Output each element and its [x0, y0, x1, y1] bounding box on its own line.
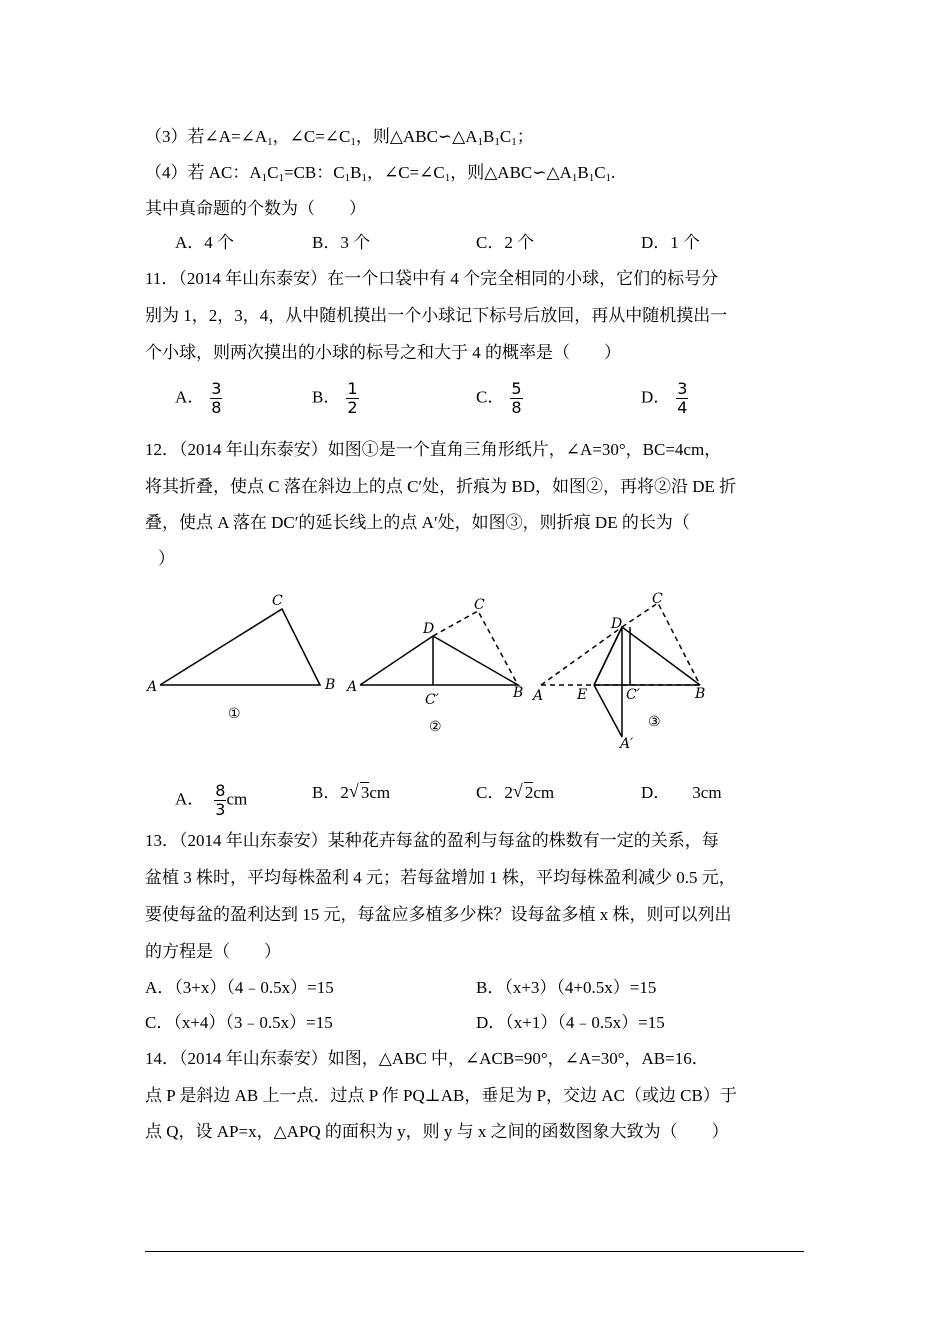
q12-option-b[interactable]: B．2√ 3cm	[312, 782, 390, 804]
fig2-label-a: A	[347, 679, 358, 695]
q10-option-b[interactable]: B．3 个	[312, 233, 371, 252]
q12-line-1: 12．（2014 年山东泰安）如图①是一个直角三角形纸片，∠A=30°，BC=4cm，	[145, 440, 722, 459]
q11-option-a[interactable]: A． $\frac{3}{8}$	[175, 379, 222, 417]
fig2-tag: ②	[429, 719, 442, 735]
footer-divider	[145, 1251, 804, 1252]
q13-option-a[interactable]: A．（3+x）（4﹣0.5x）=15	[145, 978, 334, 997]
fig3-fold-de	[594, 627, 622, 685]
q10-question: 其中真命题的个数为（ ）	[145, 199, 366, 218]
q10-option-c[interactable]: C．2 个	[476, 233, 535, 252]
fig1-label-a: A	[147, 679, 158, 695]
q14-line-2: 点 P 是斜边 AB 上一点．过点 P 作 PQ⊥AB，垂足为 P，交边 AC（或边 CB）于	[145, 1086, 737, 1105]
q12-line-3: 叠，使点 A 落在 DC′的延长线上的点 A′处，如图③，则折痕 DE 的长为（	[145, 513, 690, 532]
q12-line-4: ）	[158, 549, 175, 568]
fig1-label-c: C	[272, 593, 283, 609]
fig3-label-c: C	[652, 591, 663, 607]
q10-option-d[interactable]: D．1 个	[641, 233, 701, 252]
q10-statement-3: （3）若$\angle A=\angle A_1$，$\angle C=\angle C_1$，则$\triangle ABC∽\triangle A_1B_1C_1$；	[145, 127, 534, 148]
q10-statement-4: （4）若 AC：$A_1C_1=CB$：$C_1B_1$，$\angle C=\angle C_1$，则$\triangle ABC∽\triangle A_1B_1C_1$.	[145, 163, 616, 184]
q11-line-3: 个小球，则两次摸出的小球的标号之和大于 4 的概率是（ ）	[145, 343, 621, 362]
q11-line-2: 别为 1，2，3，4，从中随机摸出一个小球记下标号后放回，再从中随机摸出一	[145, 306, 728, 325]
q13-option-d[interactable]: D．（x+1）（4﹣0.5x）=15	[476, 1013, 665, 1032]
fig3-label-e: E	[577, 687, 588, 703]
q12-line-2: 将其折叠，使点 C 落在斜边上的点 C′处，折痕为 BD，如图②，再将②沿 DE 折	[145, 477, 737, 496]
q13-line-4: 的方程是（ ）	[145, 942, 281, 961]
fig3-flap	[594, 627, 622, 737]
fig1-tag: ①	[228, 706, 241, 722]
fig3-label-d: D	[611, 616, 623, 632]
q10-option-a[interactable]: A．4 个	[175, 233, 235, 252]
fig2-label-c: C	[474, 597, 485, 613]
fig2-label-b: B	[513, 685, 524, 701]
fig3-label-a: A	[533, 688, 544, 704]
fig2-label-d: D	[423, 621, 435, 637]
fig3-dashed-aa	[541, 627, 622, 685]
q14-line-1: 14．（2014 年山东泰安）如图，△ABC 中，∠ACB=90°，∠A=30°，AB=16．	[145, 1049, 709, 1068]
q13-line-2: 盆植 3 株时，平均每株盈利 4 元；若每盆增加 1 株，平均每株盈利减少 0.5 元，	[145, 868, 736, 887]
q11-option-d[interactable]: D． $\frac{3}{4}$	[641, 379, 688, 417]
q11-option-c[interactable]: C． $\frac{5}{8}$	[476, 379, 522, 417]
fig2-triangle	[360, 636, 518, 685]
q14-line-3: 点 Q，设 AP=x，△APQ 的面积为 y，则 y 与 x 之间的函数图象大致为（ ）	[145, 1122, 729, 1141]
q13-option-b[interactable]: B．（x+3）（4+0.5x）=15	[476, 978, 657, 997]
fig2-label-cp: C′	[425, 692, 439, 708]
fig1-label-b: B	[325, 677, 336, 693]
q12-option-d[interactable]: D． 3cm	[641, 783, 722, 802]
q12-figures	[0, 585, 950, 760]
fig3-dashed-dcb	[622, 603, 700, 685]
q11-line-1: 11．（2014 年山东泰安）在一个口袋中有 4 个完全相同的小球，它们的标号分	[145, 269, 719, 288]
q13-option-c[interactable]: C．（x+4）（3﹣0.5x）=15	[145, 1013, 333, 1032]
fig2-dashed-edges	[433, 611, 518, 685]
q13-line-3: 要使每盆的盈利达到 15 元，每盆应多植多少株？设每盆多植 x 株，则可以列出	[145, 905, 732, 924]
q13-line-1: 13．（2014 年山东泰安）某种花卉每盆的盈利与每盆的株数有一定的关系，每	[145, 831, 719, 850]
fig3-label-ap: A′	[620, 736, 634, 752]
fig3-label-b: B	[695, 686, 706, 702]
q12-option-c[interactable]: C．2√ 2cm	[476, 782, 554, 804]
q11-option-b[interactable]: B． $\frac{1}{2}$	[312, 379, 358, 417]
fig3-label-cp: C′	[626, 687, 640, 703]
q12-option-a[interactable]: A． $\frac{8}{3}$ cm	[175, 781, 248, 819]
fig1-triangle	[160, 609, 320, 685]
fig3-tag: ③	[648, 714, 661, 730]
